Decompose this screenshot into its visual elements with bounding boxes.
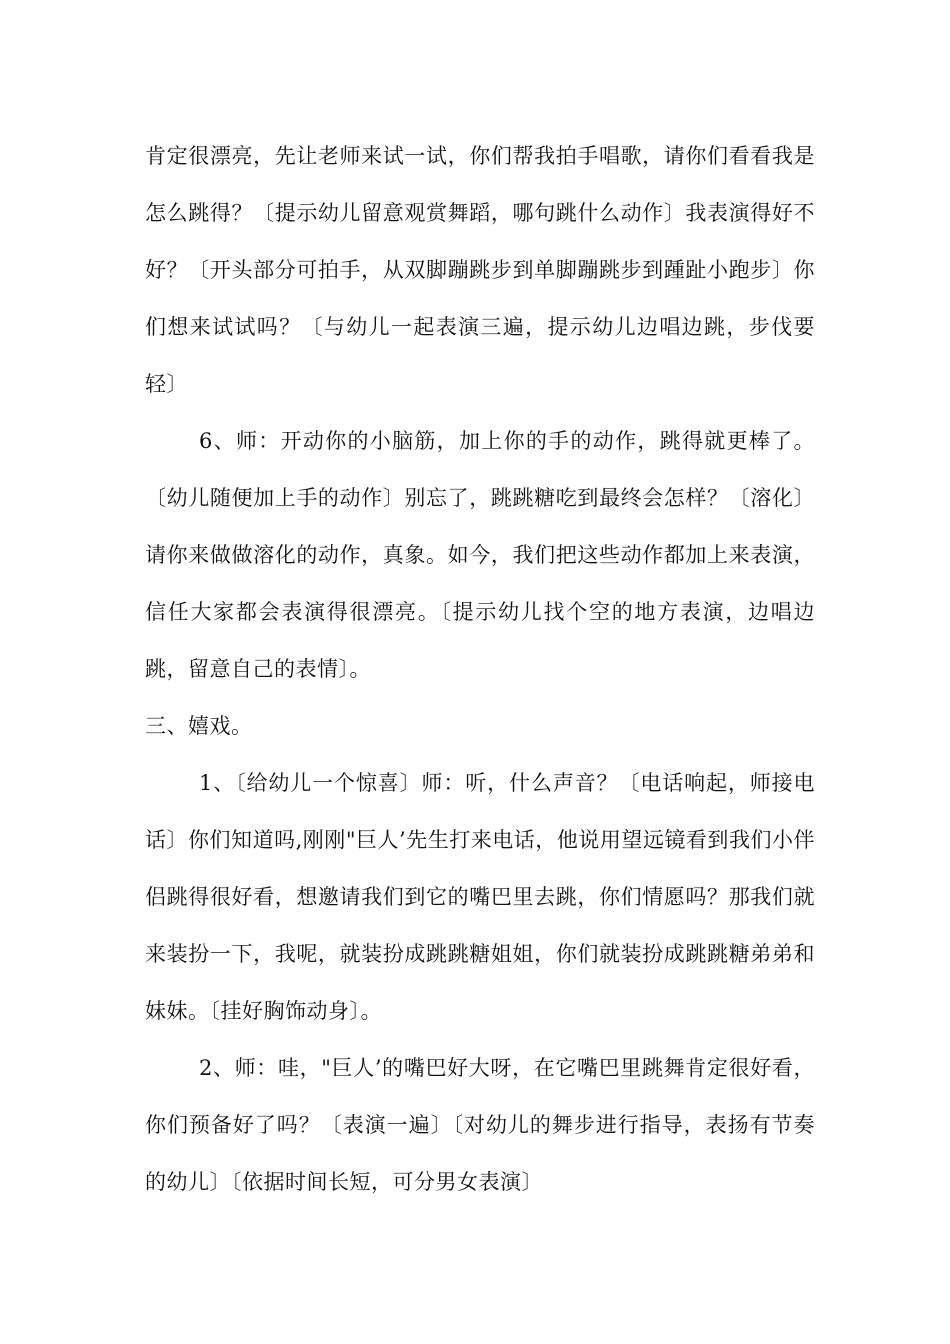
- paragraph-game-step-2: 2、师：哇，"巨人’的嘴巴好大呀，在它嘴巴里跳舞肯定很好看，你们预备好了吗？〔表演一遍〕〔对幼儿的舞步进行指导，表扬有节奏的幼儿〕〔依据时间长短，可分男女表演〕: [145, 1056, 815, 1194]
- section-heading-game: 三、嬉戏。: [145, 714, 253, 738]
- paragraph-step-6: 6、师：开动你的小脑筋，加上你的手的动作，跳得就更棒了。〔幼儿随便加上手的动作〕别忘了，跳跳糖吃到最终会怎样？〔溶化〕请你来做做溶化的动作，真象。如今，我们把这些动作都加上来表演，信任大家都会表演得很漂亮。〔提示幼儿找个空的地方表演，边唱边跳，留意自己的表情〕。: [145, 429, 815, 681]
- document-body: [145, 128, 815, 1211]
- paragraph-continuation: 肯定很漂亮，先让老师来试一试，你们帮我拍手唱歌，请你们看看我是怎么跳得？〔提示幼儿留意观赏舞蹈，哪句跳什么动作〕我表演得好不好？〔开头部分可拍手，从双脚蹦跳步到单脚蹦跳步到踵趾小跑步〕你们想来试试吗？〔与幼儿一起表演三遍，提示幼儿边唱边跳，步伐要轻〕: [145, 144, 815, 396]
- paragraph-game-step-1: 1、〔给幼儿一个惊喜〕师：听，什么声音？〔电话响起，师接电话〕你们知道吗,刚刚"巨人’先生打来电话，他说用望远镜看到我们小伴侣跳得很好看，想邀请我们到它的嘴巴里去跳，你们情愿吗？那我们就来装扮一下，我呢，就装扮成跳跳糖姐姐，你们就装扮成跳跳糖弟弟和妹妹。〔挂好胸饰动身〕。: [145, 771, 815, 1023]
